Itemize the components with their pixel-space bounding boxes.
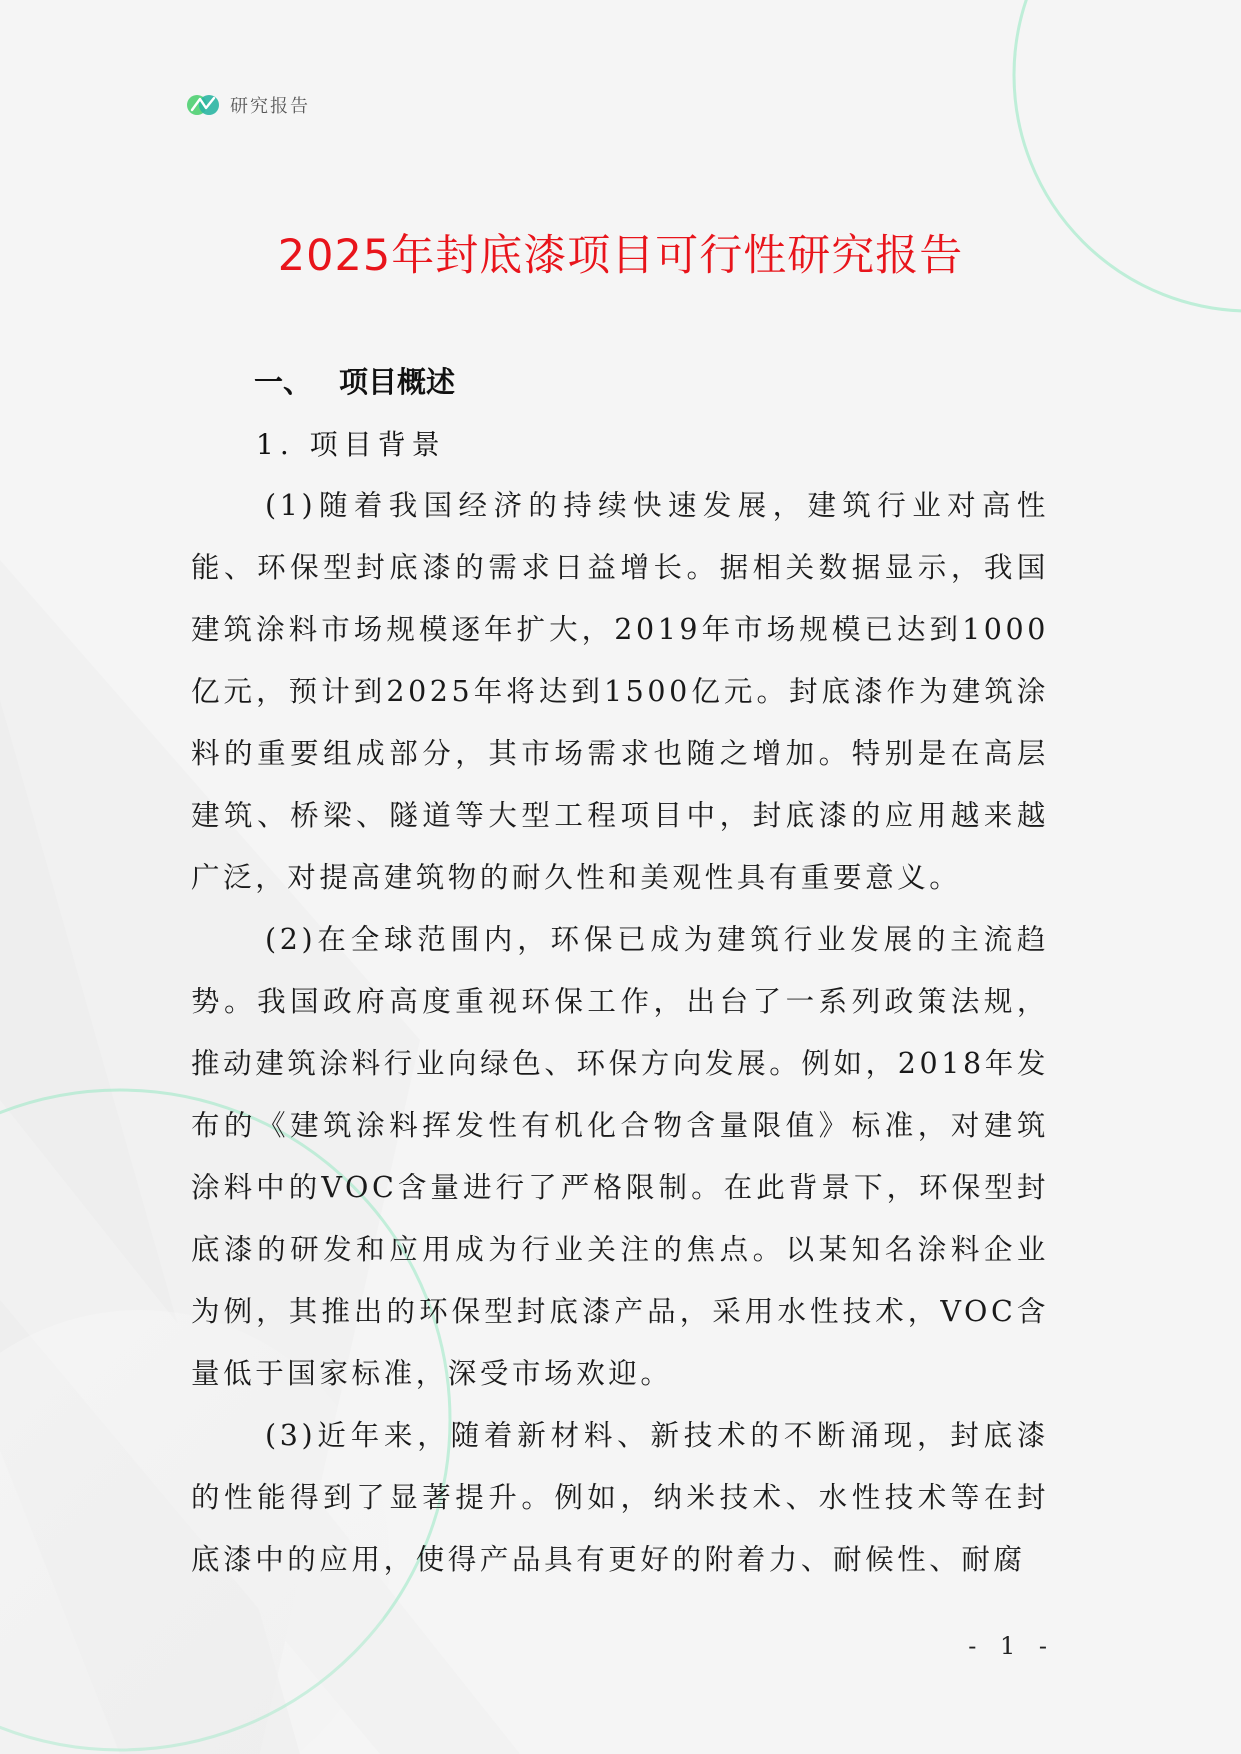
- section-number: 一、: [254, 365, 313, 399]
- body-text: [191, 475, 1049, 1591]
- section-title: 项目概述: [339, 365, 456, 399]
- report-logo-icon: [186, 90, 220, 120]
- section-heading: [254, 360, 455, 401]
- paragraph-1: (1)随着我国经济的持续快速发展，建筑行业对高性能、环保型封底漆的需求日益增长。据相关数据显示，我国建筑涂料市场规模逐年扩大，2019年市场规模已达到1000亿元，预计到2025年将达到1500亿元。封底漆作为建筑涂料的重要组成部分，其市场需求也随之增加。特别是在高层建筑、桥梁、隧道等大型工程项目中，封底漆的应用越来越广泛，对提高建筑物的耐久性和美观性具有重要意义。: [191, 489, 1049, 894]
- paragraph-2: (2)在全球范围内，环保已成为建筑行业发展的主流趋势。我国政府高度重视环保工作，出台了一系列政策法规，推动建筑涂料行业向绿色、环保方向发展。例如，2018年发布的《建筑涂料挥发性有机化合物含量限值》标准，对建筑涂料中的VOC含量进行了严格限制。在此背景下，环保型封底漆的研发和应用成为行业关注的焦点。以某知名涂料企业为例，其推出的环保型封底漆产品，采用水性技术，VOC含量低于国家标准，深受市场欢迎。: [191, 923, 1049, 1390]
- paragraph-3: (3)近年来，随着新材料、新技术的不断涌现，封底漆的性能得到了显著提升。例如，纳米技术、水性技术等在封底漆中的应用，使得产品具有更好的附着力、耐候性、耐腐: [191, 1419, 1049, 1576]
- document-title: 2025年封底漆项目可行性研究报告: [277, 231, 964, 281]
- page-number: - 1 -: [968, 1632, 1055, 1660]
- header-label: 研究报告: [230, 96, 310, 117]
- subsection-heading: 1. 项目背景: [256, 428, 446, 461]
- report-header: [186, 90, 310, 120]
